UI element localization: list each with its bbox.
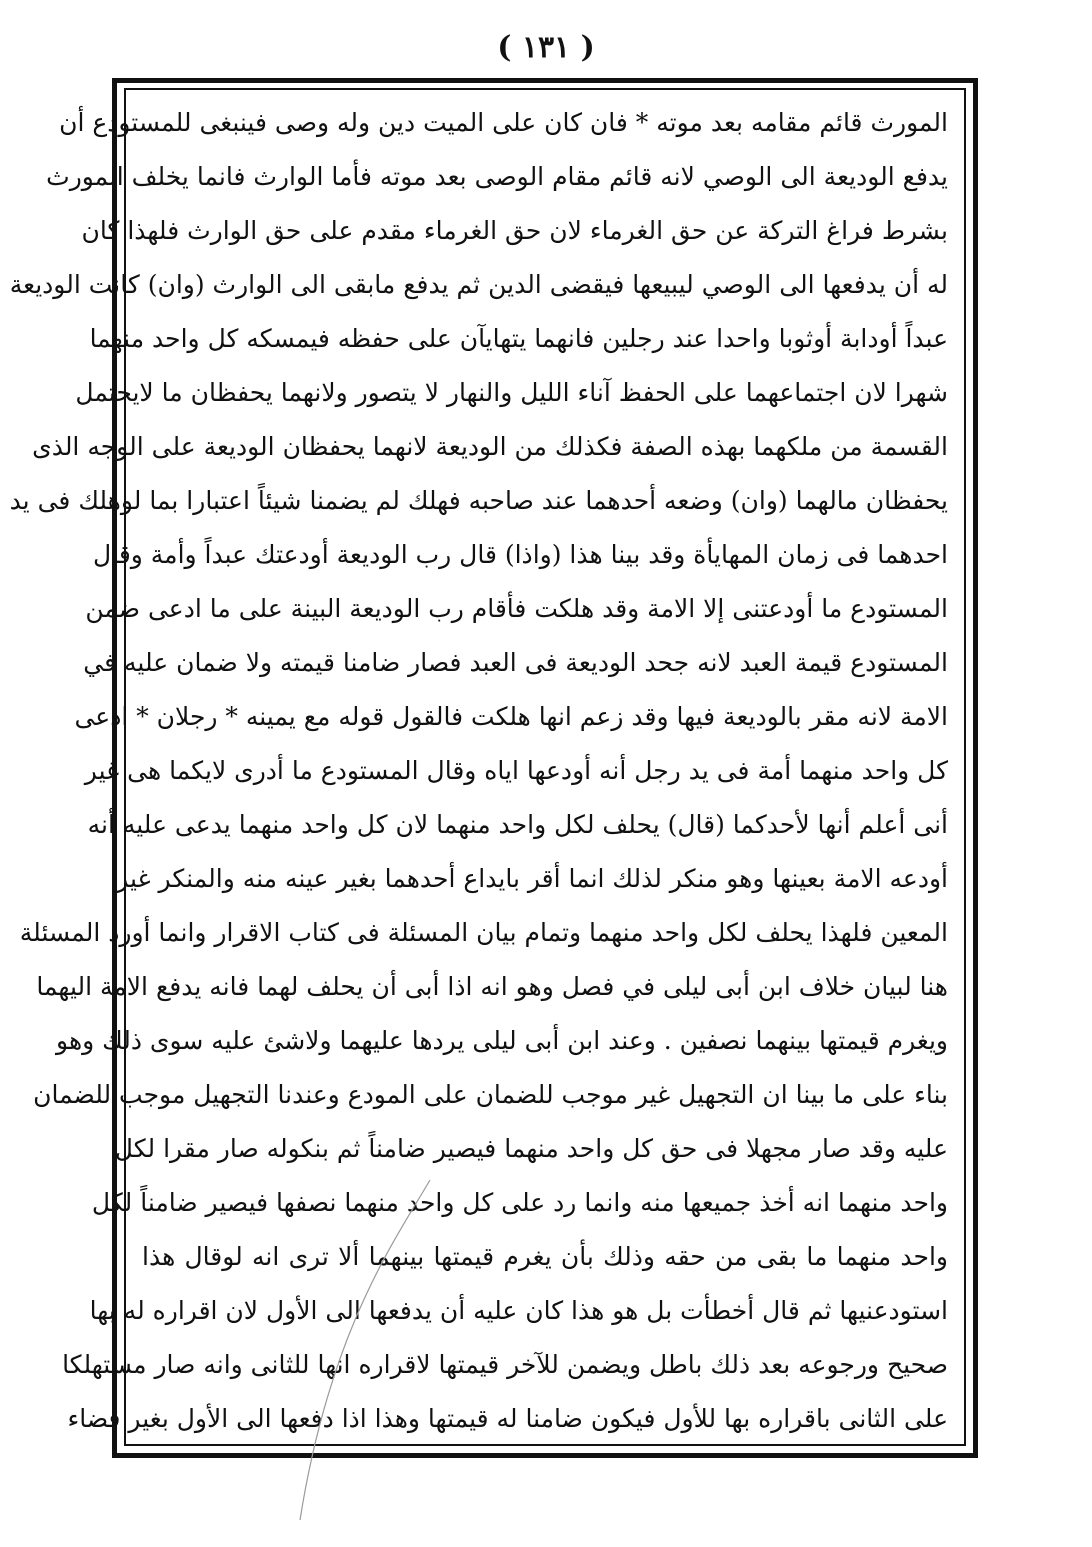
text-line: ويغرم قيمتها بينهما نصفين . وعند ابن أبى ليلى يردها عليهما ولاشئ عليه سوى ذلك وهو <box>56 1026 948 1055</box>
text-line: له أن يدفعها الى الوصي ليبيعها فيقضى الدين ثم يدفع مابقى الى الوارث (وان) كانت الوديعة <box>9 270 948 299</box>
text-line: بناء على ما بينا ان التجهيل غير موجب للضمان على المودع وعندنا التجهيل موجب للضمان <box>33 1080 948 1109</box>
text-line: شهرا لان اجتماعهما على الحفظ آناء الليل والنهار لا يتصور ولانهما يحفظان ما لايحتمل <box>75 378 948 407</box>
text-line: على الثانى باقراره بها للأول فيكون ضامنا له قيمتها وهذا اذا دفعها الى الأول بغير قضاء <box>67 1404 948 1433</box>
text-line: صحيح ورجوعه بعد ذلك باطل ويضمن للآخر قيمتها لاقراره انها للثانى وانه صار مستهلكا <box>62 1350 948 1379</box>
text-line: كل واحد منهما أمة فى يد رجل أنه أودعها اياه وقال المستودع ما أدرى لايكما هى غير <box>84 756 948 785</box>
text-line: يدفع الوديعة الى الوصي لانه قائم مقام الوصى بعد موته فأما الوارث فانما يخلف المورث <box>46 162 948 191</box>
text-line: احدهما فى زمان المهايأة وقد بينا هذا (واذا) قال رب الوديعة أودعتك عبداً وأمة وقال <box>93 540 948 569</box>
text-line: يحفظان مالهما (وان) وضعه أحدهما عند صاحبه فهلك لم يضمنا شيئاً اعتبارا بما لوهلك فى يد <box>9 486 948 515</box>
text-line: المورث قائم مقامه بعد موته * فان كان على الميت دين وله وصى فينبغى للمستودع أن <box>59 108 948 137</box>
text-line: عليه وقد صار مجهلا فى حق كل واحد منهما فيصير ضامناً ثم بنكوله صار مقرا لكل <box>114 1134 948 1163</box>
text-line: المستودع قيمة العبد لانه جحد الوديعة فى العبد فصار ضامنا قيمته ولا ضمان عليه في <box>83 648 948 677</box>
text-body <box>9 96 948 1440</box>
text-line: المستودع ما أودعتنى إلا الامة وقد هلكت فأقام رب الوديعة البينة على ما ادعى ضمن <box>85 594 948 623</box>
text-line: أنى أعلم أنها لأحدكما (قال) يحلف لكل واحد منهما لان كل واحد منهما يدعى عليه أنه <box>87 810 948 839</box>
text-line: المعين فلهذا يحلف لكل واحد منهما وتمام بيان المسئلة فى كتاب الاقرار وانما أورد المسئلة <box>19 918 948 947</box>
text-line: بشرط فراغ التركة عن حق الغرماء لان حق الغرماء مقدم على حق الوارث فلهذا كان <box>81 216 948 245</box>
page-number: ( ١٣١ ) <box>497 30 595 65</box>
text-line: أودعه الامة بعينها وهو منكر لذلك انما أقر بايداع أحدهما بغير عينه منه والمنكر غير <box>116 864 948 893</box>
text-line: هنا لبيان خلاف ابن أبى ليلى في فصل وهو انه اذا أبى أن يحلف لهما فانه يدفع الامة اليهما <box>36 972 948 1001</box>
text-line: استودعنيها ثم قال أخطأت بل هو هذا كان عليه أن يدفعها الى الأول لان اقراره له بها <box>89 1296 948 1325</box>
text-line: واحد منهما ما بقى من حقه وذلك بأن يغرم قيمتها بينهما ألا ترى انه لوقال هذا <box>142 1242 948 1271</box>
text-line: واحد منهما انه أخذ جميعها منه وانما رد على كل واحد منهما نصفها فيصير ضامناً لكل <box>91 1188 948 1217</box>
text-line: عبداً أودابة أوثوبا واحدا عند رجلين فانهما يتهايآن على حفظه فيمسكه كل واحد منهما <box>89 324 948 353</box>
text-line: الامة لانه مقر بالوديعة فيها وقد زعم انها هلكت فالقول قوله مع يمينه * رجلان * ادعى <box>74 702 948 731</box>
text-line: القسمة من ملكهما بهذه الصفة فكذلك من الوديعة لانهما يحفظان الوديعة على الوجه الذى <box>32 432 948 461</box>
